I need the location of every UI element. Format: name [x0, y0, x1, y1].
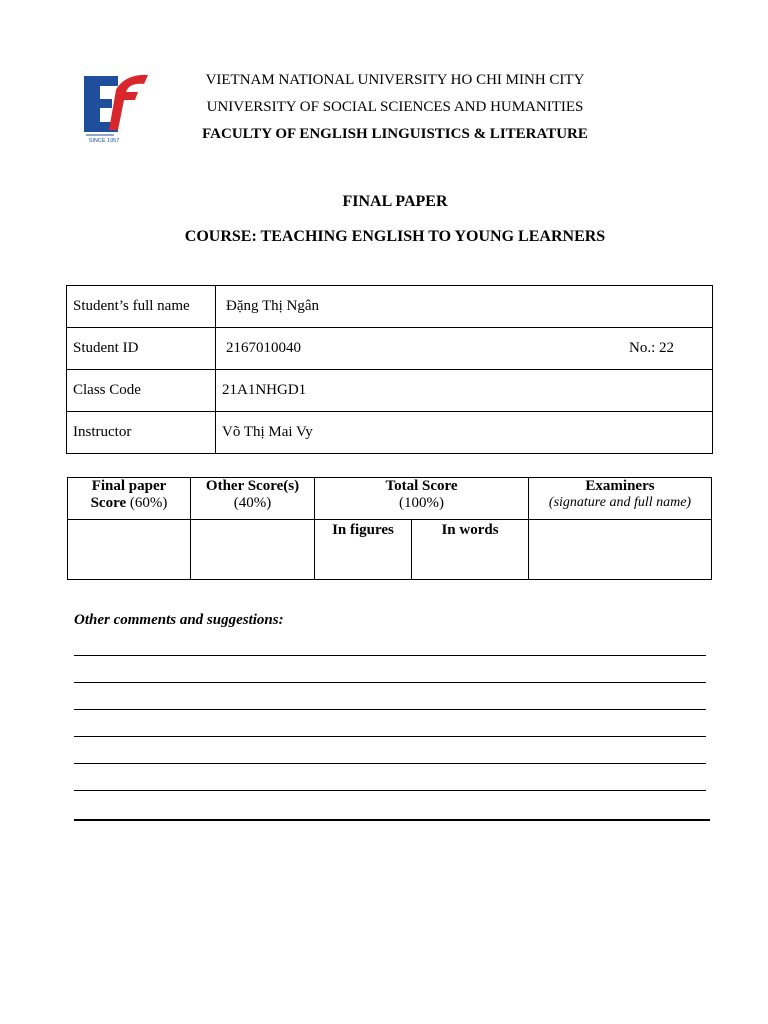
student-info-table	[66, 285, 713, 454]
comment-line	[74, 819, 710, 821]
other-score-cell	[191, 520, 315, 580]
paper-title: FINAL PAPER	[342, 193, 448, 210]
name-value: Đặng Thị Ngân	[216, 286, 713, 328]
table-row	[67, 412, 713, 454]
comment-line	[74, 790, 706, 791]
comment-line	[74, 682, 706, 683]
instructor-label: Instructor	[67, 412, 216, 454]
in-words-cell: In words	[412, 520, 529, 580]
table-row	[67, 286, 713, 328]
logo-caption: SINCE 1957	[88, 138, 120, 144]
final-score-cell	[68, 520, 191, 580]
comment-line	[74, 709, 706, 710]
comments-label: Other comments and suggestions:	[74, 612, 284, 628]
school-name: UNIVERSITY OF SOCIAL SCIENCES AND HUMANITIES	[206, 99, 584, 115]
instructor-value: Võ Thị Mai Vy	[216, 412, 713, 454]
score-table	[67, 477, 712, 580]
other-score-header: Other Score(s) (40%)	[191, 478, 315, 520]
total-score-header: Total Score (100%)	[315, 478, 529, 520]
student-number: No.: 22	[629, 340, 674, 356]
examiners-header: Examiners (signature and full name)	[529, 478, 712, 520]
class-code-value: 21A1NHGD1	[216, 370, 713, 412]
table-row	[67, 370, 713, 412]
class-code-label: Class Code	[67, 370, 216, 412]
course-title: COURSE: TEACHING ENGLISH TO YOUNG LEARNERS	[184, 228, 606, 245]
final-score-header: Final paper Score (60%)	[68, 478, 191, 520]
faculty-name: FACULTY OF ENGLISH LINGUISTICS & LITERATURE	[202, 126, 588, 142]
student-id-label: Student ID	[67, 328, 216, 370]
table-row	[68, 520, 712, 580]
student-id-value: 2167010040	[226, 340, 301, 356]
in-figures-cell: In figures	[315, 520, 412, 580]
university-name: VIETNAM NATIONAL UNIVERSITY HO CHI MINH CITY	[205, 72, 585, 88]
table-row	[68, 478, 712, 520]
comment-line	[74, 736, 706, 737]
table-row	[67, 328, 713, 370]
comment-line	[74, 655, 706, 656]
name-label: Student’s full name	[67, 286, 216, 328]
comment-line	[74, 763, 706, 764]
student-id-cell	[216, 328, 713, 370]
examiners-cell	[529, 520, 712, 580]
